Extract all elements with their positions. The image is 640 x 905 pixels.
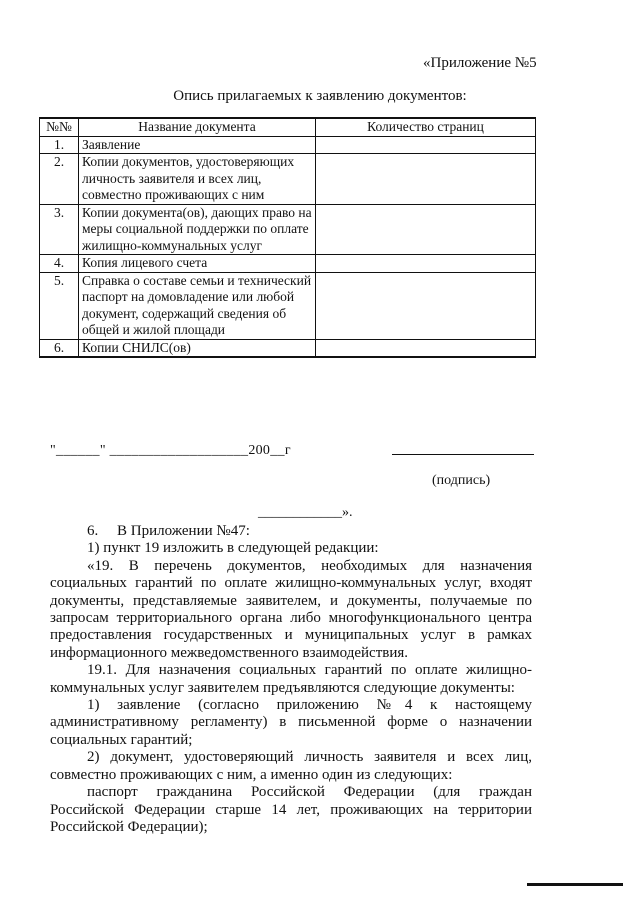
row-number: 5. [40, 272, 79, 339]
table-row [40, 154, 536, 205]
appendix-title: «Приложение №5 [423, 55, 537, 71]
page-count [316, 272, 536, 339]
paragraph: 1) пункт 19 изложить в следующей редакции: [87, 540, 379, 557]
column-header-pages: Количество страниц [316, 118, 536, 136]
page-count [316, 136, 536, 154]
footer-rule [527, 883, 623, 886]
row-number: 6. [40, 339, 79, 357]
page-count [316, 154, 536, 205]
page-count [316, 339, 536, 357]
document-name: Справка о составе семьи и технический паспорт на домовладение или любой документ, содержащий сведения об общей и жилой площади [79, 272, 316, 339]
paragraph: 1) заявление (согласно приложению №4 к настоящему административному регламенту) в письменной форме о назначении социальных гарантий; [50, 697, 532, 748]
table-row [40, 339, 536, 357]
document-name: Копии документа(ов), дающих право на меры социальной поддержки по оплате жилищно-коммунальных услуг [79, 204, 316, 255]
row-number: 2. [40, 154, 79, 205]
date-line: "______" ___________________200__г [50, 443, 291, 458]
signature-caption: (подпись) [432, 473, 491, 488]
paragraph: «19. В перечень документов, необходимых для назначения социальных гарантий по оплате жилищно-коммунальных услуг, входят документы, представляемые заявителем, и документы, получаемые по запросам территориального органа либо многофункционального центра предоставления государственных и муниципальных услуг в рамках информационного межведомственного взаимодействия. [50, 557, 532, 661]
document-name: Копии документов, удостоверяющих личность заявителя и всех лиц, совместно проживающих с ним [79, 154, 316, 205]
paragraph: паспорт гражданина Российской Федерации (для граждан Российской Федерации старше 14 лет, проживающих на территории Российской Федерации); [50, 784, 532, 835]
closing-line: ____________». [258, 505, 353, 520]
document-name: Копии СНИЛС(ов) [79, 339, 316, 357]
row-number: 4. [40, 255, 79, 273]
table-row [40, 204, 536, 255]
document-name: Копия лицевого счета [79, 255, 316, 273]
table-row [40, 255, 536, 273]
table-row [40, 272, 536, 339]
document-name: Заявление [79, 136, 316, 154]
page-count [316, 204, 536, 255]
column-header-name: Название документа [79, 118, 316, 136]
page-count [316, 255, 536, 273]
column-header-number: №№ [40, 118, 79, 136]
documents-table [39, 117, 536, 358]
row-number: 3. [40, 204, 79, 255]
table-row [40, 136, 536, 154]
paragraph: 19.1. Для назначения социальных гарантий по оплате жилищно-коммунальных услуг заявителем предъявляются следующие документы: [50, 662, 532, 696]
row-number: 1. [40, 136, 79, 154]
paragraph-section-heading: 6. В Приложении №47: [87, 523, 250, 539]
document-list-title: Опись прилагаемых к заявлению документов: [173, 88, 467, 104]
signature-line [392, 454, 534, 455]
paragraph: 2) документ, удостоверяющий личность заявителя и всех лиц, совместно проживающих с ним, а именно один из следующих: [50, 749, 532, 783]
body-text [50, 523, 532, 836]
table-header-row [40, 118, 536, 136]
